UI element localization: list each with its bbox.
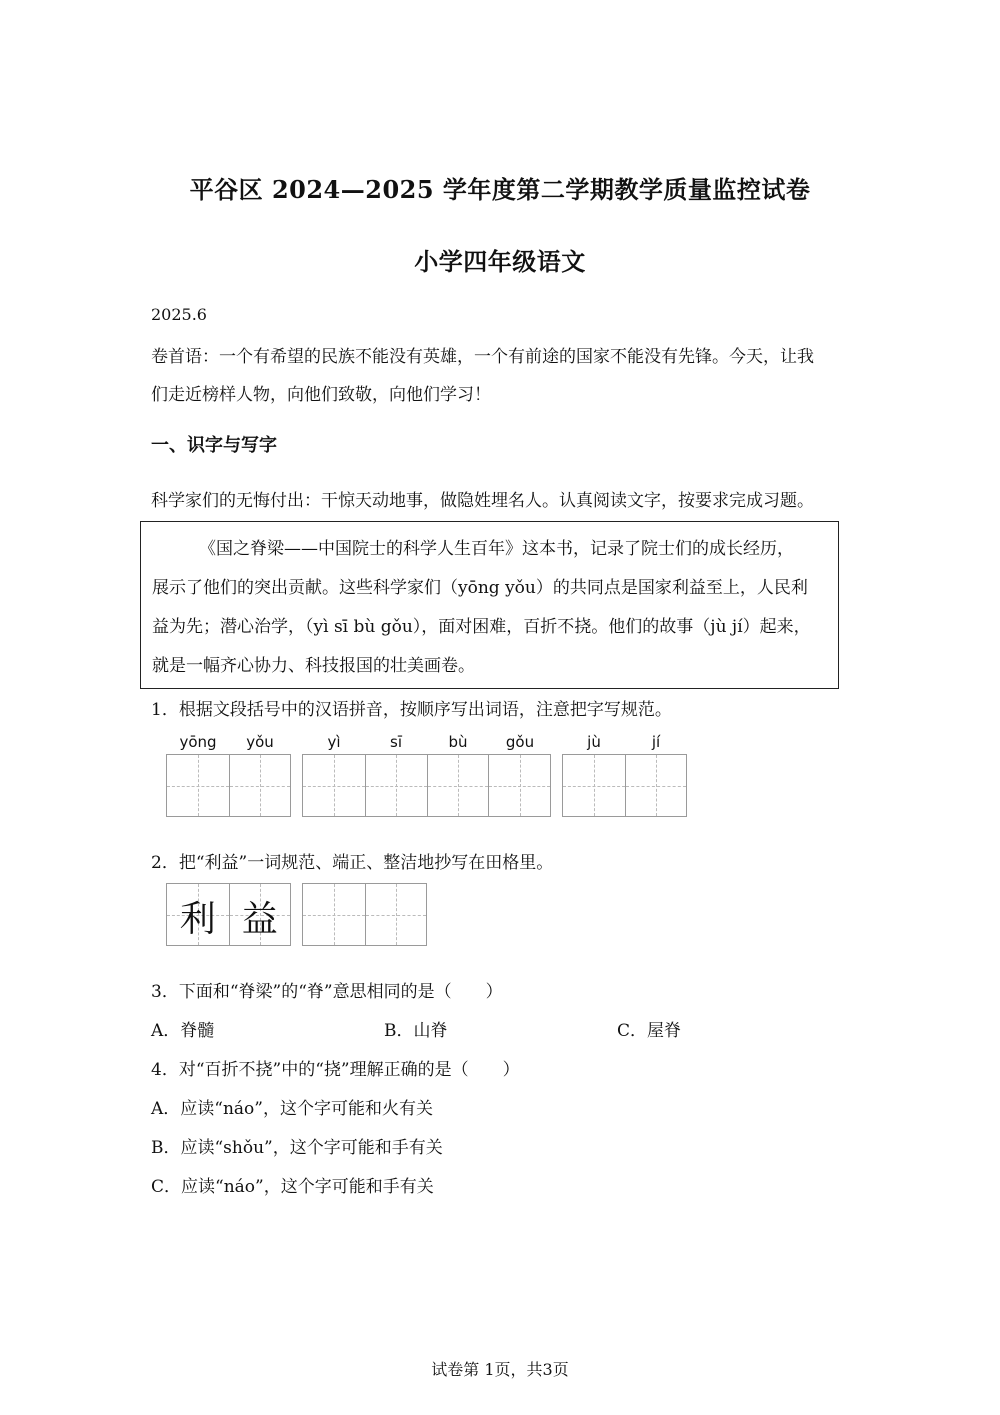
passage-line: 《国之脊梁——中国院士的科学人生百年》这本书，记录了院士们的成长经历， [199, 539, 794, 559]
question-4: 4．对“百折不挠”中的“挠”理解正确的是（ ） [151, 1060, 520, 1080]
q3-option-c[interactable]: C．屋脊 [617, 1021, 682, 1041]
tianzi-cell [167, 884, 229, 945]
exam-subtitle: 小学四年级语文 [414, 247, 586, 276]
tianzi-cell[interactable] [303, 755, 365, 816]
pinyin-label: yǒu [246, 733, 274, 751]
pinyin-label: jí [651, 733, 661, 751]
copy-grid[interactable] [302, 883, 427, 946]
writing-grid-yongyou[interactable] [166, 754, 291, 817]
tianzi-cell[interactable] [563, 755, 625, 816]
pinyin-label: yōng [179, 733, 217, 751]
tianzi-cell[interactable] [488, 755, 550, 816]
reading-passage [140, 521, 839, 689]
tianzi-cell[interactable] [229, 755, 291, 816]
tianzi-cell[interactable] [365, 755, 427, 816]
passage-line: 益为先；潜心治学，（yì sī bù gǒu），面对困难，百折不挠。他们的故事（jù jí）起来， [152, 617, 811, 637]
exam-date: 2025.6 [151, 305, 207, 324]
pinyin-label: bù [448, 733, 468, 751]
q3-option-a[interactable]: A．脊髓 [151, 1021, 215, 1041]
tianzi-cell [229, 884, 291, 945]
tianzi-cell[interactable] [167, 755, 229, 816]
passage-line: 就是一幅齐心协力、科技报国的壮美画卷。 [152, 656, 475, 676]
writing-grid-juji[interactable] [562, 754, 687, 817]
pinyin-label: sī [390, 733, 402, 751]
pinyin-label: gǒu [505, 733, 535, 751]
question-2: 2．把“利益”一词规范、端正、整洁地抄写在田格里。 [151, 853, 554, 873]
preface-line-1: 卷首语：一个有希望的民族不能没有英雄，一个有前途的国家不能没有先锋。今天，让我 [151, 347, 814, 367]
page-footer: 试卷第 1页，共3页 [431, 1360, 569, 1379]
writing-grid-yisibugou[interactable] [302, 754, 551, 817]
tianzi-cell[interactable] [365, 884, 427, 945]
pinyin-label: yì [327, 733, 341, 751]
tianzi-cell[interactable] [625, 755, 687, 816]
preface-line-2: 们走近榜样人物，向他们致敬，向他们学习！ [151, 385, 491, 405]
q4-option-b[interactable]: B．应读“shǒu”，这个字可能和手有关 [151, 1138, 443, 1158]
q4-option-a[interactable]: A．应读“náo”，这个字可能和火有关 [151, 1099, 433, 1119]
passage-line: 展示了他们的突出贡献。这些科学家们（yōng yǒu）的共同点是国家利益至上，人民利 [152, 578, 808, 598]
tianzi-cell[interactable] [303, 884, 365, 945]
question-3: 3．下面和“脊梁”的“脊”意思相同的是（ ） [151, 982, 503, 1002]
section-heading: 一、识字与写字 [151, 435, 277, 456]
pinyin-label: jù [587, 733, 601, 751]
section-intro: 科学家们的无悔付出：干惊天动地事，做隐姓埋名人。认真阅读文字，按要求完成习题。 [151, 491, 814, 511]
q4-option-c[interactable]: C．应读“náo”，这个字可能和手有关 [151, 1177, 434, 1197]
sample-character: 益 [241, 899, 278, 940]
sample-character: 利 [179, 899, 216, 940]
q3-option-b[interactable]: B．山脊 [384, 1021, 448, 1041]
exam-title: 平谷区 2024—2025 学年度第二学期教学质量监控试卷 [189, 175, 811, 204]
sample-grid [166, 883, 291, 946]
question-1: 1．根据文段括号中的汉语拼音，按顺序写出词语，注意把字写规范。 [151, 700, 672, 720]
tianzi-cell[interactable] [427, 755, 489, 816]
